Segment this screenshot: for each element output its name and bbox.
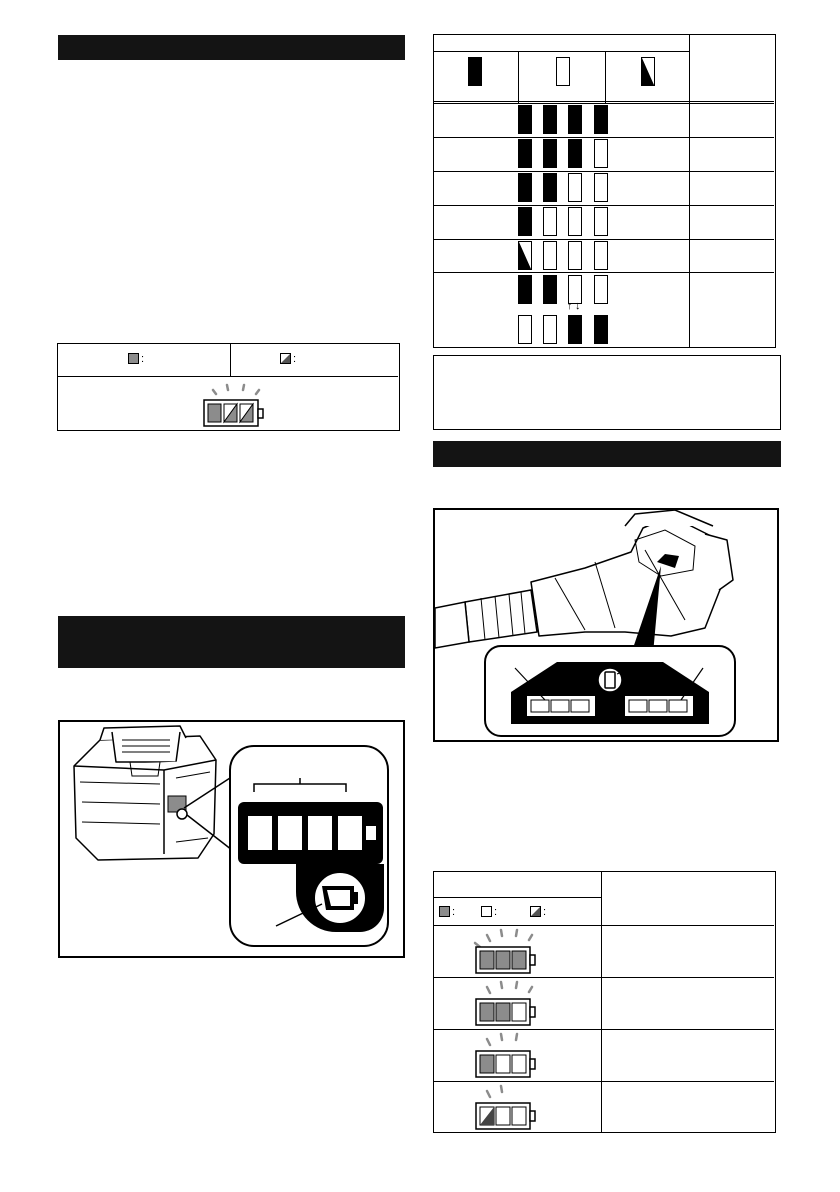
battery-cartridge-figure — [58, 720, 405, 958]
off-cell — [594, 275, 608, 304]
blower-tool-illustration — [435, 510, 777, 740]
battery-cartridge-illustration — [60, 722, 403, 956]
lit-swatch — [439, 906, 450, 917]
capacity-table — [433, 34, 776, 348]
off-cell — [594, 139, 608, 168]
tool-battery-icon — [456, 979, 576, 1029]
lit-cell — [543, 275, 557, 304]
lit-cell — [568, 139, 582, 168]
legend-colon: : — [543, 906, 547, 918]
half-lit-swatch — [280, 353, 291, 364]
off-cell — [518, 315, 532, 344]
tool-battery-icon — [456, 927, 576, 977]
off-cell — [594, 207, 608, 236]
arrow-up-icon: ↑ — [567, 300, 573, 312]
lit-cell — [568, 315, 582, 344]
off-cell — [543, 315, 557, 344]
blinking-cell — [518, 241, 532, 270]
tool-indicator-table — [433, 871, 776, 1133]
tool-indicator-figure — [433, 508, 779, 742]
off-cell — [568, 241, 582, 270]
heading-bar-top-left — [58, 35, 405, 60]
lit-cell — [543, 173, 557, 202]
blinking-battery-icon — [198, 382, 278, 430]
off-cell — [568, 207, 582, 236]
lit-swatch — [128, 353, 139, 364]
legend-colon: : — [494, 906, 498, 918]
legend-colon: : — [452, 906, 456, 918]
lit-cell — [518, 207, 532, 236]
off-cell — [594, 241, 608, 270]
off-cell — [594, 173, 608, 202]
lit-cell — [518, 105, 532, 134]
heading-bar-right — [433, 441, 781, 467]
lit-cell — [594, 105, 608, 134]
off-cell-icon — [556, 57, 570, 86]
legend-colon: : — [141, 353, 145, 365]
tool-battery-icon — [456, 1031, 576, 1081]
off-cell — [543, 241, 557, 270]
lit-cell — [594, 315, 608, 344]
lit-cell — [543, 105, 557, 134]
lit-cell — [568, 105, 582, 134]
lit-cell — [543, 139, 557, 168]
off-cell — [543, 207, 557, 236]
note-box — [433, 355, 781, 430]
lit-cell-icon — [468, 57, 482, 86]
lit-cell — [518, 173, 532, 202]
legend-colon: : — [293, 353, 297, 365]
off-cell — [568, 173, 582, 202]
off-swatch — [481, 906, 492, 917]
blinking-cell-icon — [641, 57, 655, 86]
blinking-swatch — [530, 906, 541, 917]
arrow-down-icon: ↓ — [575, 300, 581, 312]
heading-bar-two-line — [58, 616, 405, 668]
charge-legend-table — [57, 343, 400, 431]
lit-cell — [518, 139, 532, 168]
lit-cell — [518, 275, 532, 304]
tool-battery-icon — [456, 1083, 576, 1133]
